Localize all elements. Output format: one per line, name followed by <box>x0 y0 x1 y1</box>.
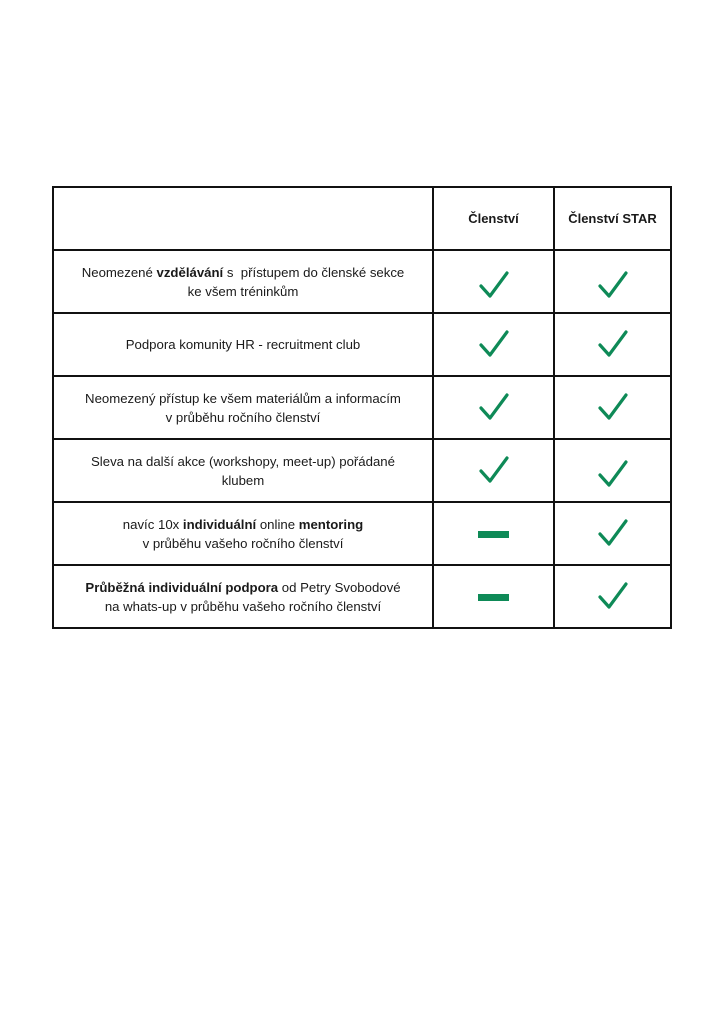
feature-text-bold: individuální <box>182 516 257 532</box>
check-icon <box>479 329 509 359</box>
membership-cell <box>433 250 554 313</box>
feature-line <box>68 335 418 354</box>
feature-text-bold: vzdělávání <box>156 264 224 280</box>
feature-text: od Petry Svobodové <box>278 579 401 595</box>
table-row <box>53 376 671 439</box>
feature-text: Neomezený přístup ke všem materiálům a informacím <box>85 390 401 406</box>
feature-text: v průběhu ročního členství <box>165 409 321 425</box>
membership-cell <box>433 313 554 376</box>
feature-text: Neomezené <box>81 264 157 280</box>
header-membership-star: Členství STAR <box>554 187 671 250</box>
feature-line <box>68 597 418 616</box>
feature-line <box>68 408 418 427</box>
check-icon <box>479 270 509 300</box>
membership-cell <box>433 376 554 439</box>
check-icon <box>598 329 628 359</box>
feature-text: s přístupem do členské sekce <box>223 264 405 280</box>
feature-line <box>68 389 418 408</box>
feature-text: na whats-up v průběhu vašeho ročního členství <box>104 598 382 614</box>
membership-star-cell <box>554 565 671 628</box>
feature-text: ke všem tréninkům <box>187 283 299 299</box>
feature-line <box>68 263 418 282</box>
dash-icon <box>478 531 509 538</box>
table-row <box>53 565 671 628</box>
feature-text: navíc 10x <box>122 516 183 532</box>
membership-star-cell <box>554 502 671 565</box>
header-membership: Členství <box>433 187 554 250</box>
feature-description <box>53 439 433 502</box>
table-row <box>53 250 671 313</box>
table-row <box>53 439 671 502</box>
header-row <box>53 187 671 250</box>
membership-star-cell <box>554 439 671 502</box>
feature-line <box>68 282 418 301</box>
check-icon <box>598 270 628 300</box>
header-feature-cell <box>53 187 433 250</box>
check-icon <box>479 392 509 422</box>
table-body <box>53 250 671 628</box>
membership-cell <box>433 502 554 565</box>
check-icon <box>598 518 628 548</box>
feature-description <box>53 313 433 376</box>
feature-line <box>68 534 418 553</box>
table-row <box>53 502 671 565</box>
feature-text-bold: mentoring <box>298 516 364 532</box>
feature-description <box>53 565 433 628</box>
feature-description <box>53 376 433 439</box>
membership-cell <box>433 439 554 502</box>
feature-line <box>68 515 418 534</box>
feature-text: v průběhu vašeho ročního členství <box>142 535 344 551</box>
feature-line <box>68 452 418 471</box>
feature-text: Sleva na další akce (workshopy, meet-up) pořádané <box>91 453 395 469</box>
check-icon <box>479 455 509 485</box>
check-icon <box>598 581 628 611</box>
comparison-table <box>52 186 672 629</box>
membership-cell <box>433 565 554 628</box>
membership-star-cell <box>554 376 671 439</box>
feature-text: klubem <box>221 472 265 488</box>
feature-description <box>53 502 433 565</box>
feature-line <box>68 578 418 597</box>
membership-star-cell <box>554 313 671 376</box>
feature-line <box>68 471 418 490</box>
table-row <box>53 313 671 376</box>
feature-text: Podpora komunity HR - recruitment club <box>125 337 361 352</box>
feature-description <box>53 250 433 313</box>
check-icon <box>598 392 628 422</box>
check-icon <box>598 459 628 489</box>
feature-text-bold: Průběžná individuální podpora <box>85 579 279 595</box>
membership-star-cell <box>554 250 671 313</box>
dash-icon <box>478 594 509 601</box>
feature-text: online <box>256 516 299 532</box>
